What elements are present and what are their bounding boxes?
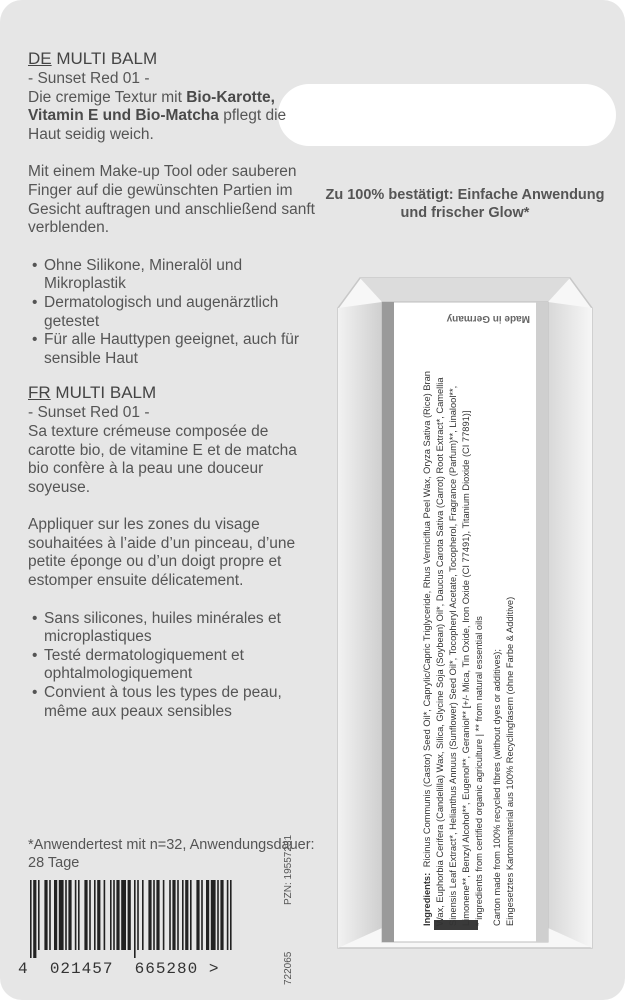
pzn-wrap (283, 834, 294, 906)
barcode-bar (211, 880, 216, 950)
de-desc-post: pflegt die Haut seidig weich. (28, 107, 287, 143)
fr-language-code: FR (28, 383, 51, 403)
barcode-bar (196, 880, 199, 950)
fr-bullet-list (28, 610, 318, 722)
barcode-bar (227, 880, 229, 950)
ingredients-line-7: Eingesetztes Kartonmaterial aus 100% Recyclingfasern (ohne Farbe & Additive) (505, 596, 515, 926)
barcode-bar (220, 880, 223, 950)
barcode-bar (113, 880, 115, 950)
list-item: • Für alle Hauttypen geeignet, auch für sensible Haut (28, 331, 318, 368)
barcode-bar (185, 880, 188, 950)
barcode-bar (137, 880, 139, 950)
barcode-bar (169, 880, 171, 950)
barcode-bar (206, 880, 209, 950)
list-item: • Convient à tous les types de peau, même aux peaux sensibles (28, 684, 318, 721)
barcode-bar (128, 880, 131, 950)
barcode-bar (78, 880, 80, 950)
barcode-bar (59, 880, 64, 950)
list-item: • Sans silicones, huiles minérales et microplastiques (28, 610, 318, 647)
barcode-bar (38, 880, 40, 950)
ingredients-label: Ingredients: (422, 872, 432, 926)
barcode-bar (110, 880, 112, 950)
claim-text: Zu 100% bestätigt: Einfache Anwendung und frischer Glow* (325, 187, 605, 221)
german-french-text-column (28, 48, 318, 721)
fr-shade: - Sunset Red 01 - (28, 404, 150, 422)
fr-product-title: MULTI BALM (55, 383, 157, 403)
side-code: 722065 (283, 951, 294, 985)
barcode-bar (104, 880, 106, 950)
barcode-bar (172, 880, 175, 950)
barcode-arrow: > (208, 960, 220, 978)
fr-heading (28, 382, 318, 404)
barcode-bar (65, 880, 67, 950)
ingredients-line-4: Limonene**, Benzyl Alcohol**, Eugenol**, Geraniol** [+/- Mica, Tin Oxide, Iron Oxide (CI 77491), Titanium Dioxide (CI 77891)] (461, 410, 471, 926)
barcode-bar (30, 880, 32, 958)
barcode-bar (116, 880, 119, 950)
barcode-bar (182, 880, 184, 950)
fr-usage: Appliquer sur les zones du visage souhaitées à l’aide d’un pinceau, d’une petite éponge ou d’un doigt propre et estomper ensuite délicatement. (28, 516, 296, 590)
barcode-bar (230, 880, 232, 950)
de-product-title: MULTI BALM (56, 49, 158, 68)
barcode-bar (94, 880, 96, 950)
made-in-label: Made in Germany (446, 313, 530, 324)
hang-hole (278, 84, 616, 146)
svg-text:Ingredients: Ricinus (422, 371, 432, 926)
barcode-bar (156, 880, 159, 950)
de-language-code: DE (28, 49, 52, 68)
barcode-bar (153, 880, 155, 950)
ingredients-line-5: * ingredients from certified organic agriculture | ** from natural essential oils (474, 616, 484, 926)
barcode-bar (134, 880, 136, 958)
barcode-bar (201, 880, 203, 950)
barcode-bar (33, 880, 36, 958)
barcode-bar (84, 880, 87, 950)
ingredients-line-1: Ricinus Communis (Castor) Seed Oil*, Caprylic/Capric Triglyceride, Rhus Verniciflua Peel Wax, Oryza Sativa (Rice) Bran (422, 371, 432, 868)
barcode-bar (44, 880, 47, 950)
barcode (30, 880, 238, 958)
barcode-bar (89, 880, 91, 950)
barcode-bar (177, 880, 179, 950)
barcode-digits (18, 960, 219, 978)
pzn-code: PZN: 19557231 (283, 834, 294, 905)
barcode-bar (142, 880, 144, 950)
ingredients-line-6: Carton made from 100% recycled fibres (without dyes or additives); (492, 649, 502, 926)
barcode-bar (54, 880, 57, 950)
de-heading (28, 48, 318, 70)
barcode-first-digit: 4 (18, 960, 29, 978)
barcode-bar (148, 880, 151, 950)
footnote: *Anwendertest mit n=32, Anwendungsdauer: 28 Tage (28, 837, 315, 871)
barcode-bar (217, 880, 219, 950)
list-item: • Dermatologisch und augenärztlich getestet (28, 294, 318, 331)
de-shade: - Sunset Red 01 - (28, 70, 150, 87)
side-code-wrap (283, 951, 294, 986)
barcode-bar (75, 880, 77, 950)
list-item: • Testé dermatologiquement et ophtalmologiquement (28, 647, 318, 684)
de-description (28, 89, 318, 145)
barcode-bar (68, 880, 71, 950)
barcode-bar (49, 880, 51, 950)
barcode-bar (97, 880, 100, 950)
list-item: • Ohne Silikone, Mineralöl und Mikroplastik (28, 257, 318, 294)
de-bullet-list (28, 257, 318, 369)
barcode-left-digits: 021457 (49, 960, 114, 978)
barcode-bar (163, 880, 165, 950)
barcode-right-digits: 665280 (134, 960, 199, 978)
ingredients-line-2: Wax, Euphorbia Cerifera (Candelilla) Wax, Silica, Glycine Soja (Soybean) Oil*, Daucus Carota Sativa (Carrot) Root Extract*, Camellia (435, 377, 445, 926)
de-usage: Mit einem Make-up Tool oder sauberen Finger auf die gewünschten Partien im Gesicht auftragen und anschließend sanft verblenden. (28, 163, 315, 237)
barcode-bar (121, 880, 126, 950)
de-desc-pre: Die cremige Textur mit (28, 88, 182, 106)
de-desc-bold: Bio-Karotte, Vitamin E und Bio-Matcha (28, 88, 275, 125)
barcode-bar (190, 880, 192, 950)
fr-description: Sa texture crémeuse composée de carotte bio, de vitamine E et de matcha bio confère à la peau une douceur soyeuse. (28, 422, 297, 496)
ingredients-line-3: Sinensis Leaf Extract*, Helianthus Annuus (Sunflower) Seed Oil*, Tocopheryl Acetate, Tocopherol, Fragrance (Parfum)**, Linalool**, (448, 385, 458, 926)
blister-pack (330, 258, 600, 958)
